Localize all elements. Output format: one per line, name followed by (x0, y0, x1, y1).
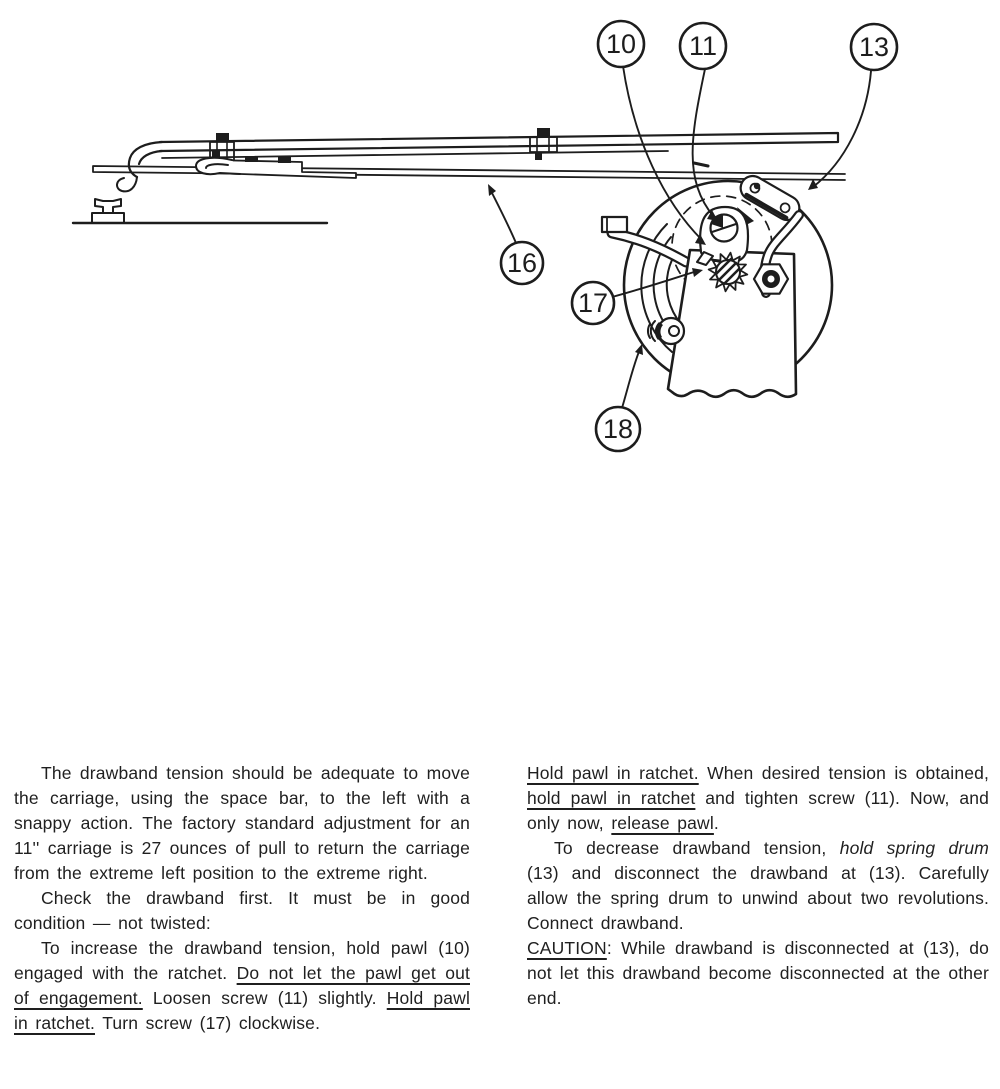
rail-junction-mark (754, 183, 760, 189)
text-segment: hold spring drum (839, 838, 990, 858)
arrowhead-18 (635, 344, 643, 355)
carriage-clamp (196, 156, 356, 178)
text-segment: Turn screw (17) clockwise. (95, 1013, 321, 1033)
paragraph-hold-pawl (527, 761, 989, 836)
text-segment: release pawl (611, 813, 714, 833)
callout-13 (851, 24, 897, 70)
text-segment: To decrease drawband tension, (554, 838, 840, 858)
thumbscrew-anchor (73, 199, 327, 223)
callout-18-label: 18 (602, 414, 634, 444)
text-segment: Hold pawl in ratchet. (527, 763, 699, 783)
paragraph-decrease-tension (527, 836, 989, 936)
text-segment: and tighten screw (11). Now, and only now, (527, 788, 989, 833)
callout-10 (598, 21, 644, 67)
upper-rail (160, 133, 838, 151)
paragraph-drawband-tension (14, 761, 470, 886)
leader-16 (490, 189, 516, 243)
text-segment: : While drawband is disconnected at (13), do not let this drawband become disconnected at the other end. (527, 938, 989, 1008)
text-segment: Hold pawl in ratchet. (14, 988, 470, 1033)
text-segment: Loosen screw (11) slightly. (142, 988, 387, 1008)
callout-18 (596, 407, 640, 451)
margin-stop-right (530, 128, 557, 160)
right-column (527, 761, 989, 1011)
leader-18 (622, 349, 640, 408)
leader-13 (813, 71, 871, 187)
paragraph-increase-tension (14, 936, 470, 1036)
text-segment: CAUTION (527, 938, 607, 958)
callout-11 (680, 23, 726, 69)
callout-16-label: 16 (506, 248, 538, 278)
paragraph-caution (527, 936, 989, 1011)
rail-junction-dash (694, 163, 708, 166)
rail-inner-line (162, 151, 668, 158)
text-segment: (13) and disconnect the drawband at (13). Carefully allow the spring drum to unwind about two revolutions. Connect drawband. (527, 863, 989, 933)
text-segment: To increase the drawband tension, hold pawl (10) engaged with the ratchet. (14, 938, 470, 983)
hex-nut (754, 264, 788, 293)
callout-17-label: 17 (577, 288, 609, 318)
callout-16 (501, 242, 543, 284)
callout-13-label: 13 (858, 32, 890, 62)
text-segment: Check the drawband first. It must be in good condition — not twisted: (14, 888, 470, 933)
text-segment: hold pawl in ratchet (527, 788, 696, 808)
text-segment: The drawband tension should be adequate to move the carriage, using the space bar, to the left with a snappy action. The factory standard adjustment for an 11'' carriage is 27 ounces of pull to return the carriage from the extreme left position to the extreme right. (14, 763, 470, 883)
text-segment: Do not let the pawl get out of engagement. (14, 963, 470, 1008)
spring-drum-assembly (602, 163, 832, 397)
rail-left-curl (117, 177, 137, 191)
left-column (14, 761, 470, 1036)
text-segment: . (713, 813, 719, 833)
callout-17 (572, 282, 614, 324)
callout-10-label: 10 (605, 29, 637, 59)
paragraph-check-drawband (14, 886, 470, 936)
callout-11-label: 11 (688, 31, 718, 61)
text-segment: When desired tension is obtained, (698, 763, 989, 783)
